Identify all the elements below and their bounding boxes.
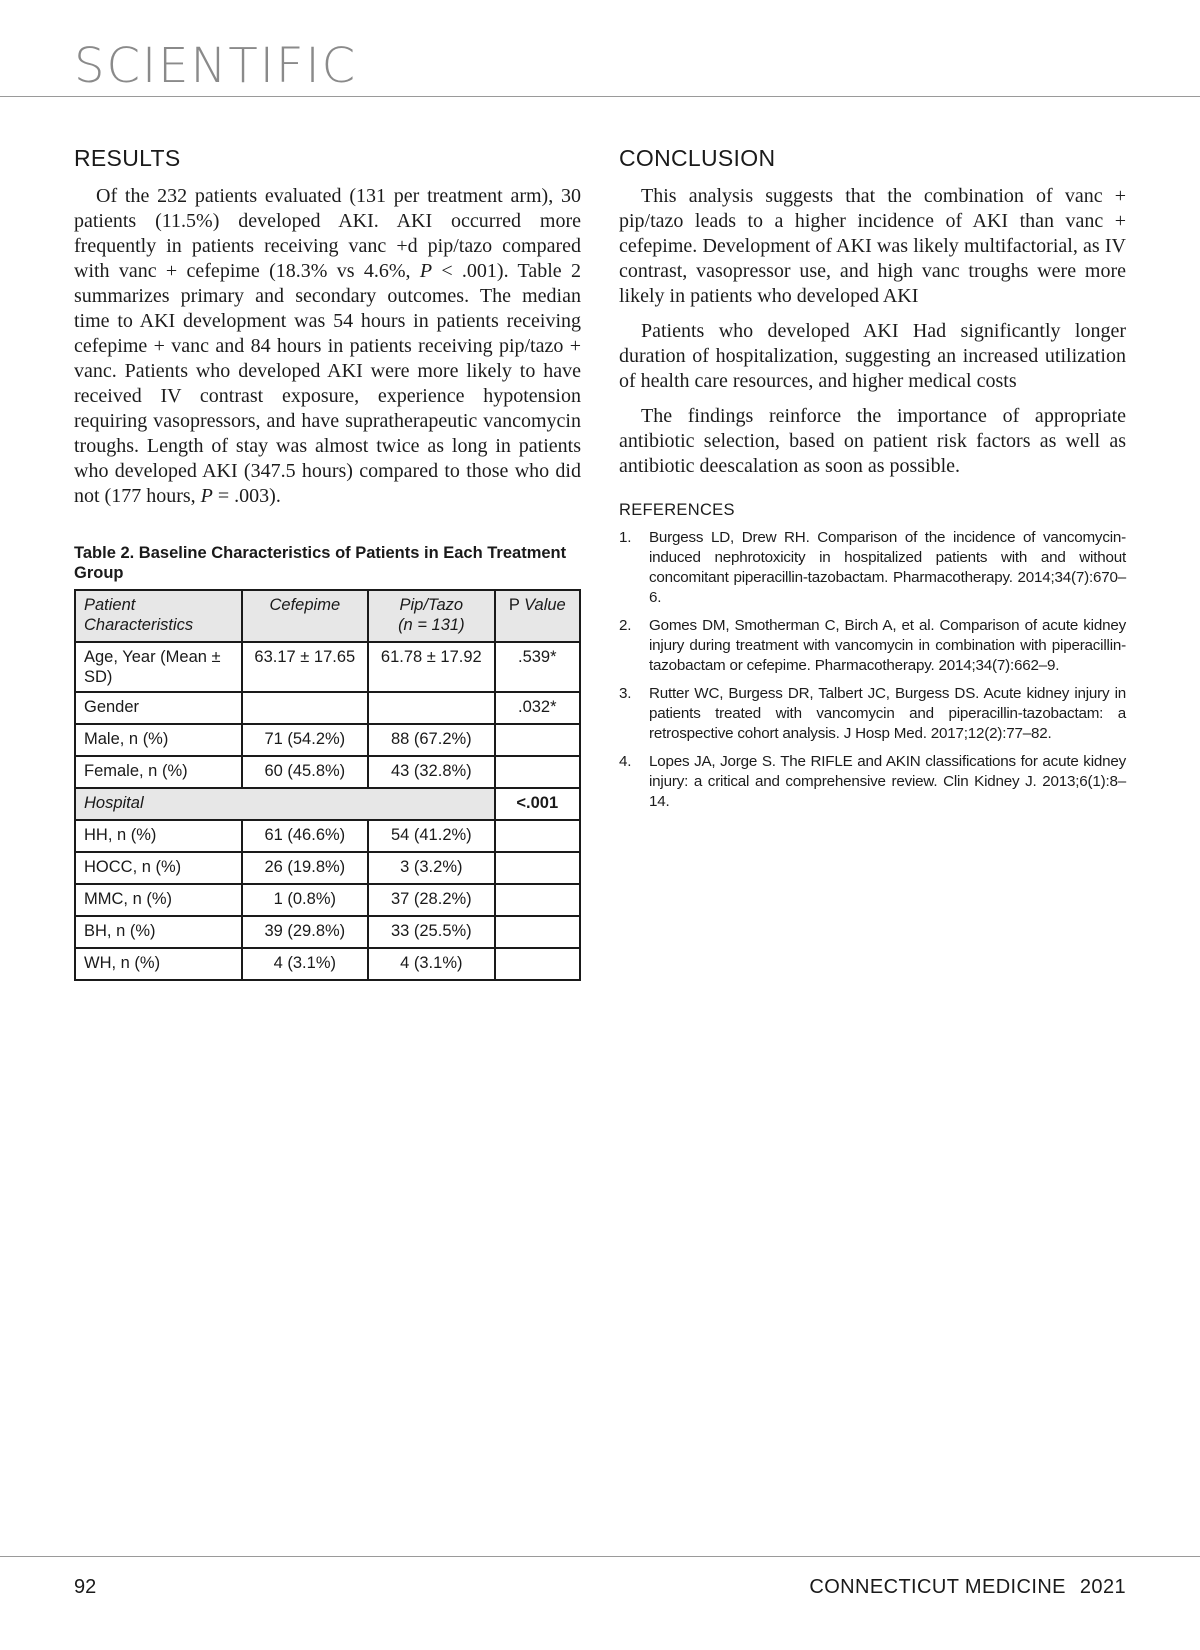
baseline-table: [74, 589, 581, 981]
header-value-word: Value: [524, 596, 566, 614]
journal-footer: [809, 1576, 1126, 1599]
references-heading: REFERENCES: [619, 501, 735, 519]
p-value-cell: [495, 948, 580, 980]
cefepime-cell: 63.17 ± 17.65: [242, 642, 369, 692]
group-label-hospital: Hospital: [75, 788, 495, 820]
results-paragraph: [74, 184, 581, 509]
reference-text: Burgess LD, Drew RH. Comparison of the incidence of vancomycin-induced nephrotoxicity in hospitalized patients with and without concomitant piperacillin-tazobactam. Pharmacotherapy. 2014;34(7):670–6.: [649, 529, 1126, 606]
table-row: [75, 756, 580, 788]
p-value-cell: <.001: [495, 788, 580, 820]
row-label: MMC, n (%): [75, 884, 242, 916]
reference-number: 3.: [619, 685, 632, 702]
right-column: [619, 145, 1126, 820]
p-value-cell: [495, 852, 580, 884]
p-value-cell: [495, 820, 580, 852]
row-label: Male, n (%): [75, 724, 242, 756]
reference-text: Lopes JA, Jorge S. The RIFLE and AKIN classifications for acute kidney injury: a critical and comprehensive review. Clin Kidney J. 2013;6(1):8–14.: [649, 753, 1126, 810]
row-label: WH, n (%): [75, 948, 242, 980]
reference-item: [619, 616, 1126, 676]
cefepime-cell: 61 (46.6%): [242, 820, 369, 852]
table-caption: Table 2. Baseline Characteristics of Patients in Each Treatment Group: [74, 544, 567, 582]
results-heading: RESULTS: [74, 145, 181, 171]
reference-item: [619, 528, 1126, 608]
cefepime-cell: 26 (19.8%): [242, 852, 369, 884]
header-piptazo-n: (n = 131): [398, 616, 465, 634]
conclusion-paragraph: Patients who developed AKI Had significantly longer duration of hospitalization, suggesting an increased utilization of health care resources, and higher medical costs: [619, 320, 1126, 392]
p-value-cell: [495, 884, 580, 916]
header-p-value: [495, 590, 580, 642]
conclusion-heading: CONCLUSION: [619, 145, 776, 171]
row-label: Gender: [75, 692, 242, 724]
table-row: [75, 692, 580, 724]
table-row: [75, 852, 580, 884]
journal-year: 2021: [1079, 1576, 1126, 1598]
piptazo-cell: 4 (3.1%): [368, 948, 495, 980]
reference-number: 2.: [619, 617, 632, 634]
header-piptazo-name: Pip/Tazo: [399, 596, 464, 614]
left-column: [74, 145, 581, 981]
results-text-c: = .003).: [212, 485, 281, 507]
piptazo-cell: 37 (28.2%): [368, 884, 495, 916]
table-row: [75, 642, 580, 692]
table-header-row: [75, 590, 580, 642]
p-value-cell: .539*: [495, 642, 580, 692]
row-label: Age, Year (Mean ± SD): [75, 642, 242, 692]
table-row: [75, 948, 580, 980]
row-label: HH, n (%): [75, 820, 242, 852]
page-number: 92: [74, 1576, 97, 1598]
reference-item: [619, 684, 1126, 744]
journal-name: CONNECTICUT MEDICINE: [809, 1576, 1066, 1598]
piptazo-cell: 33 (25.5%): [368, 916, 495, 948]
piptazo-cell: [368, 692, 495, 724]
p-value-cell: [495, 724, 580, 756]
piptazo-cell: 88 (67.2%): [368, 724, 495, 756]
p-value-cell: [495, 916, 580, 948]
references-list: [619, 528, 1126, 812]
p-value-cell: .032*: [495, 692, 580, 724]
piptazo-cell: 43 (32.8%): [368, 756, 495, 788]
reference-number: 4.: [619, 753, 632, 770]
cefepime-cell: 39 (29.8%): [242, 916, 369, 948]
piptazo-cell: 61.78 ± 17.92: [368, 642, 495, 692]
footer-rule: [0, 1556, 1200, 1557]
reference-text: Gomes DM, Smotherman C, Birch A, et al. Comparison of acute kidney injury during treatment with vancomycin in combination with piperacillin-tazobactam or cefepime. Pharmacotherapy. 2014;34(7):662–9.: [649, 617, 1126, 674]
row-label: HOCC, n (%): [75, 852, 242, 884]
header-rule: [0, 96, 1200, 97]
cefepime-cell: 71 (54.2%): [242, 724, 369, 756]
header-p-letter: P: [508, 596, 525, 614]
conclusion-paragraph: This analysis suggests that the combination of vanc + pip/tazo leads to a higher incidence of AKI than vanc + cefepime. Development of AKI was likely multifactorial, as IV contrast, vasopressor use, and high vanc troughs were more likely in patients who developed AKI: [619, 185, 1126, 307]
section-label: SCIENTIFIC: [74, 38, 358, 94]
table-group-row: [75, 788, 580, 820]
piptazo-cell: 54 (41.2%): [368, 820, 495, 852]
cefepime-cell: [242, 692, 369, 724]
results-text-a: Of the 232 patients evaluated (131 per treatment arm), 30 patients (11.5%) developed AKI. AKI occurred more frequently in patients receiving vanc +d pip/tazo compared with vanc + cefepime (18.3% vs 4.6%,: [74, 185, 581, 282]
header-cefepime: Cefepime: [242, 590, 369, 642]
header-patient-characteristics: Patient Characteristics: [75, 590, 242, 642]
cefepime-cell: 4 (3.1%): [242, 948, 369, 980]
piptazo-cell: 3 (3.2%): [368, 852, 495, 884]
table-row: [75, 916, 580, 948]
row-label: Female, n (%): [75, 756, 242, 788]
cefepime-cell: 60 (45.8%): [242, 756, 369, 788]
p-symbol: P: [419, 260, 433, 282]
row-label: BH, n (%): [75, 916, 242, 948]
reference-text: Rutter WC, Burgess DR, Talbert JC, Burgess DS. Acute kidney injury in patients treated with vancomycin and piperacillin-tazobactam: a retrospective cohort analysis. J Hosp Med. 2017;12(2):77–82.: [649, 685, 1126, 742]
p-value-cell: [495, 756, 580, 788]
cefepime-cell: 1 (0.8%): [242, 884, 369, 916]
p-symbol: P: [200, 485, 213, 507]
reference-number: 1.: [619, 529, 632, 546]
conclusion-paragraph: The findings reinforce the importance of appropriate antibiotic selection, based on patient risk factors as well as antibiotic deescalation as soon as possible.: [619, 405, 1126, 477]
reference-item: [619, 752, 1126, 812]
table-row: [75, 884, 580, 916]
table-row: [75, 724, 580, 756]
header-piptazo: [368, 590, 495, 642]
table-row: [75, 820, 580, 852]
results-text-b: < .001). Table 2 summarizes primary and secondary outcomes. The median time to AKI development was 54 hours in patients receiving cefepime + vanc and 84 hours in patients receiving pip/tazo + vanc. Patients who developed AKI were more likely to have received IV contrast exposure, experience hypotension requiring vasopressors, and have supratherapeutic vancomycin troughs. Length of stay was almost twice as long in patients who developed AKI (347.5 hours) compared to those who did not (177 hours,: [74, 260, 581, 507]
